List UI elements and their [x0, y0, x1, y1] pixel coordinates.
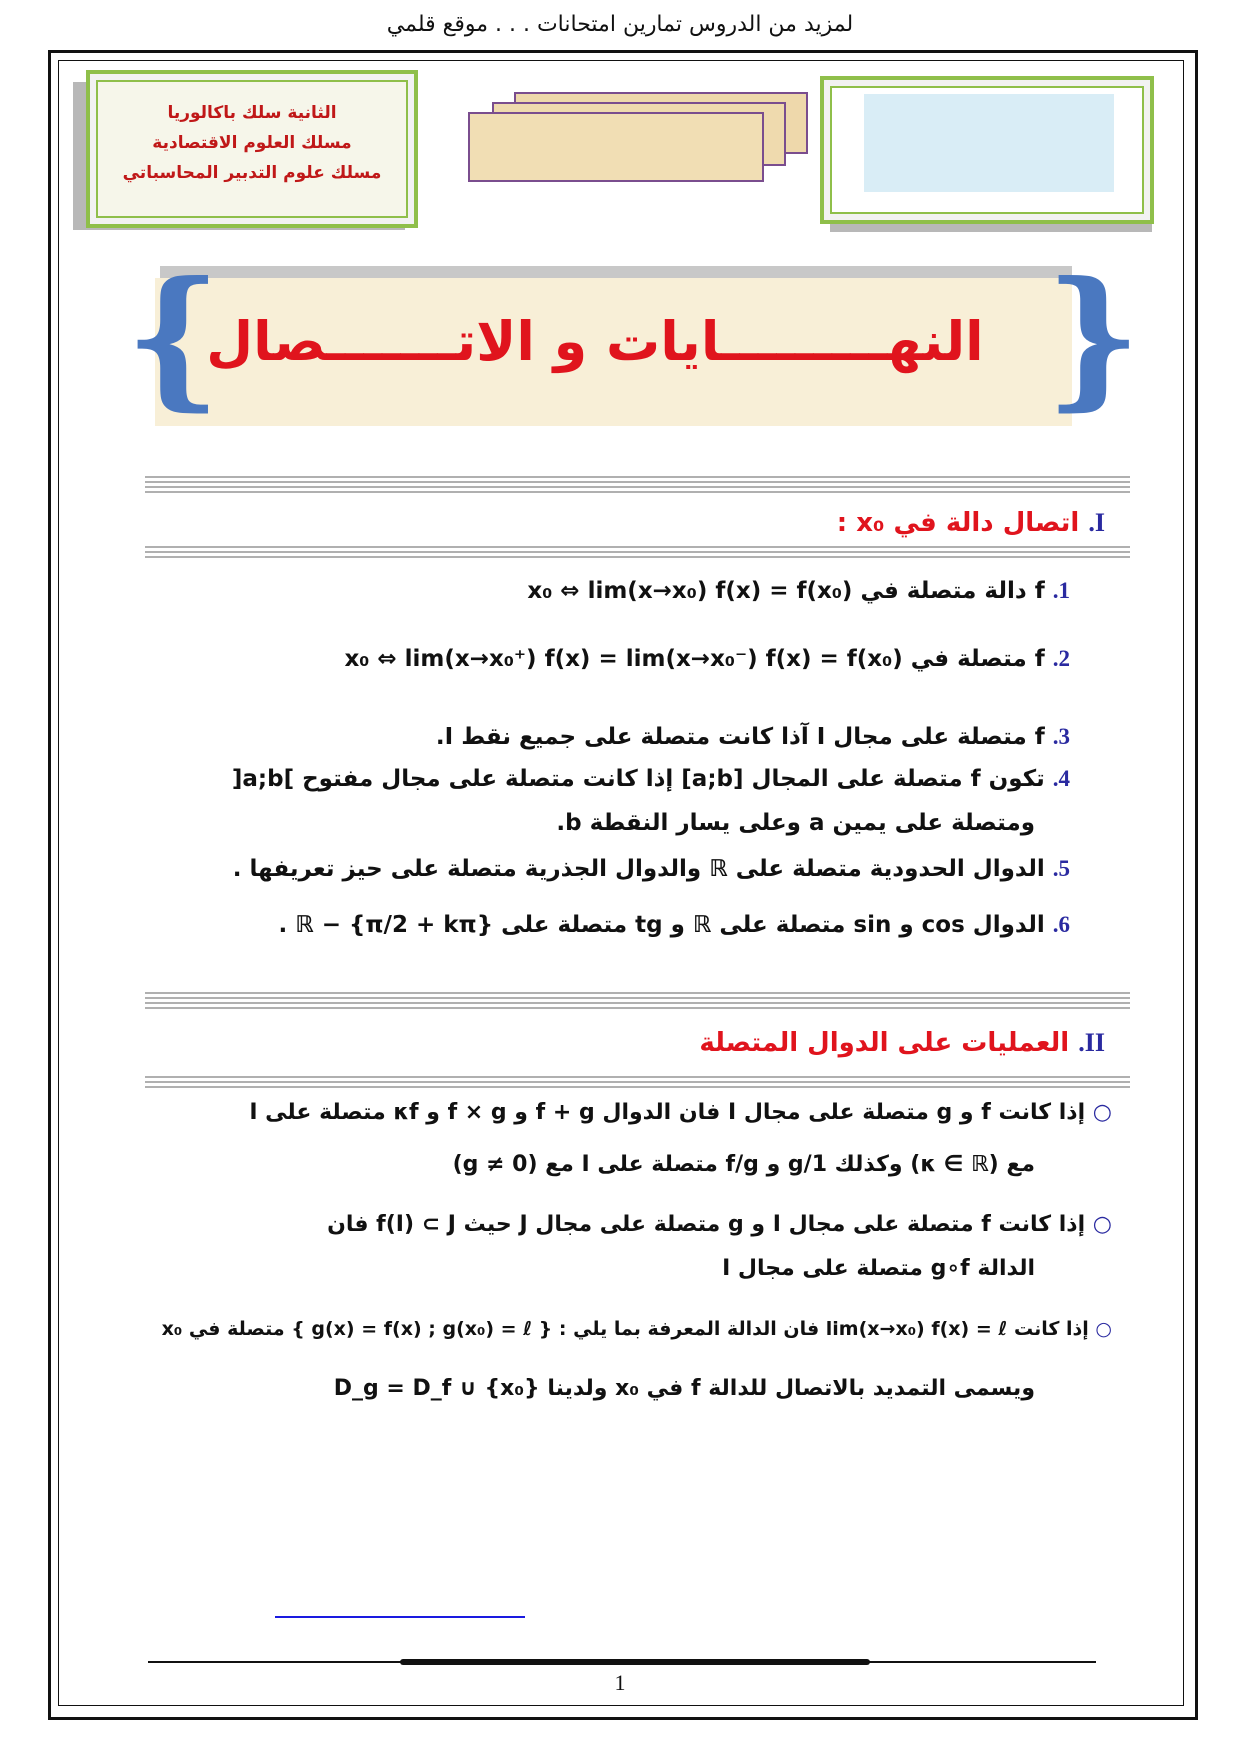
left-brace-icon: { — [125, 249, 222, 425]
scroll-decoration — [468, 92, 808, 182]
level-line-2: مسلك العلوم الاقتصادية — [152, 133, 352, 153]
footer-rule-thick — [400, 1659, 870, 1665]
section-1-heading: I. اتصال دالة في x₀ : — [836, 508, 1105, 538]
circle-bullet-icon: ○ — [1092, 1212, 1112, 1237]
section-2-heading: II. العمليات على الدوال المتصلة — [699, 1028, 1105, 1058]
divider — [145, 992, 1130, 1012]
list-item: 4. تكون f متصلة على المجال [a;b] إذا كانت متصلة على مجال مفتوح ]a;b[ — [231, 766, 1070, 792]
list-item: 2. f متصلة في x₀ ⇔ lim(x→x₀⁺) f(x) = lim(x→x₀⁻) f(x) = f(x₀) — [344, 646, 1070, 672]
footnote-line — [275, 1616, 525, 1618]
header-note: لمزيد من الدروس تمارين امتحانات . . . موقع قلمي — [386, 12, 854, 37]
circle-bullet-icon: ○ — [1095, 1318, 1112, 1340]
list-item: ○ إذا كانت lim(x→x₀) f(x) = ℓ فان الدالة المعرفة بما يلي : { g(x) = f(x) ; g(x₀) = ℓ } متصلة في x₀ — [161, 1318, 1112, 1340]
divider — [145, 476, 1130, 496]
right-brace-icon: } — [1045, 249, 1142, 425]
circle-bullet-icon: ○ — [1092, 1100, 1112, 1125]
page-title: النهـــــــــايات و الاتـــــــصال — [206, 310, 984, 373]
list-item: ○ إذا كانت f و g متصلة على مجال I فان الدوال f + g و f × g و κf متصلة على I — [249, 1100, 1112, 1125]
list-item: 1. f دالة متصلة في x₀ ⇔ lim(x→x₀) f(x) = f(x₀) — [527, 578, 1070, 604]
divider — [145, 546, 1130, 561]
level-box — [86, 70, 418, 228]
page-number: 1 — [614, 1670, 626, 1695]
list-item: الدالة g∘f متصلة على مجال I — [722, 1256, 1035, 1281]
list-item: ويسمى التمديد بالاتصال للدالة f في x₀ ولدينا D_g = D_f ∪ {x₀} — [333, 1376, 1035, 1401]
divider — [145, 1076, 1130, 1091]
logo-box — [820, 76, 1154, 224]
level-line-1: الثانية سلك باكالوريا — [167, 103, 337, 123]
list-item: مع (κ ∈ ℝ) وكذلك 1/g و f/g متصلة على I مع (g ≠ 0) — [452, 1152, 1035, 1177]
list-item: 3. f متصلة على مجال I آذا كانت متصلة على جميع نقط I. — [435, 724, 1070, 750]
list-item: 5. الدوال الحدودية متصلة على ℝ والدوال الجذرية متصلة على حيز تعريفها . — [232, 856, 1070, 882]
list-item: 6. الدوال cos و sin متصلة على ℝ و tg متصلة على ℝ − {π/2 + kπ} . — [278, 912, 1070, 938]
level-line-3: مسلك علوم التدبير المحاسباتي — [122, 163, 382, 183]
list-item: ومتصلة على يمين a وعلى يسار النقطة b. — [556, 810, 1035, 836]
list-item: ○ إذا كانت f متصلة على مجال I و g متصلة على مجال J حيث f(I) ⊂ J فان — [327, 1212, 1112, 1237]
